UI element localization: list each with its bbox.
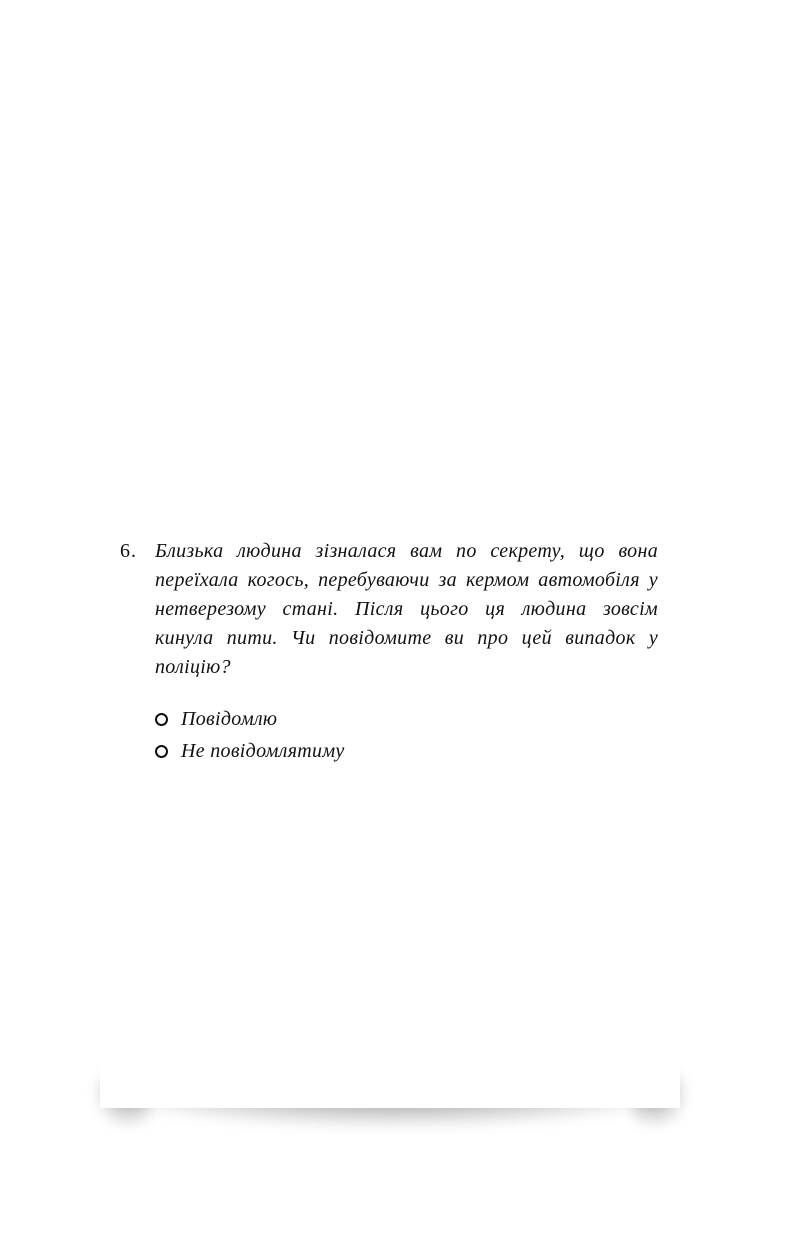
option-label: Повідомлю — [181, 707, 278, 730]
question-text: Близька людина зізналася вам по секрету, що вона переїхала когось, перебуваючи за кермом автомобіля у нетверезому стані. Після цього ця людина зовсім кинула пити. Чи повідомите ви про цей випадок у поліцію? — [155, 540, 658, 678]
radio-circle-icon[interactable] — [155, 745, 168, 758]
question-number: 6. — [120, 540, 137, 562]
answer-options — [155, 703, 345, 767]
option-report[interactable] — [155, 703, 345, 735]
radio-circle-icon[interactable] — [155, 713, 168, 726]
option-label: Не повідомлятиму — [181, 739, 345, 762]
option-not-report[interactable] — [155, 735, 345, 767]
